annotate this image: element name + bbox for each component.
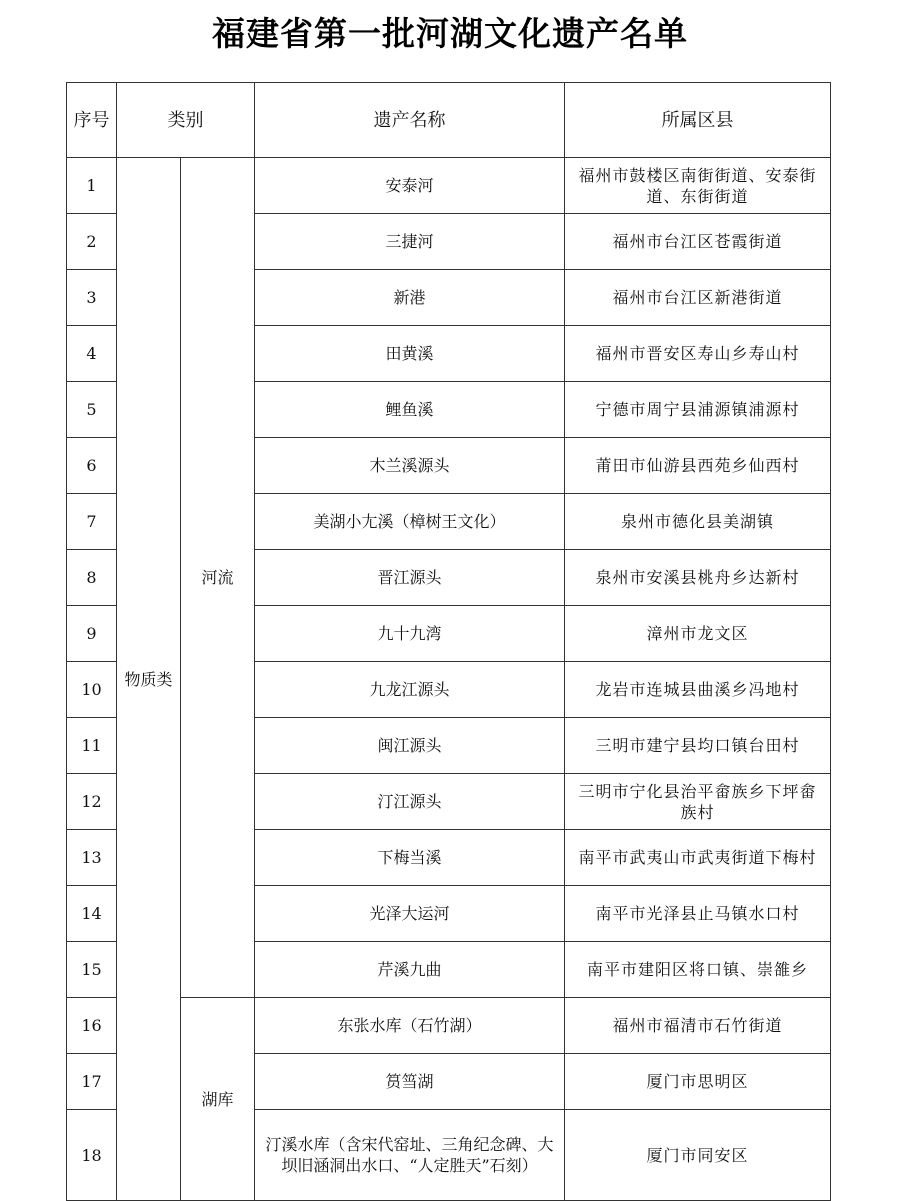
category-river-cell: 河流 — [181, 158, 255, 998]
row-number: 6 — [67, 438, 117, 494]
heritage-list-table — [66, 82, 831, 1201]
heritage-name: 木兰溪源头 — [255, 438, 565, 494]
table-row — [67, 158, 831, 214]
header-region: 所属区县 — [565, 83, 831, 158]
region: 泉州市安溪县桃舟乡达新村 — [565, 550, 831, 606]
heritage-name: 芹溪九曲 — [255, 942, 565, 998]
region: 三明市建宁县均口镇台田村 — [565, 718, 831, 774]
heritage-name: 下梅当溪 — [255, 830, 565, 886]
table-row — [67, 998, 831, 1054]
row-number: 14 — [67, 886, 117, 942]
region: 福州市台江区新港街道 — [565, 270, 831, 326]
row-number: 10 — [67, 662, 117, 718]
header-name: 遗产名称 — [255, 83, 565, 158]
heritage-name: 汀江源头 — [255, 774, 565, 830]
row-number: 2 — [67, 214, 117, 270]
heritage-name: 安泰河 — [255, 158, 565, 214]
region: 厦门市思明区 — [565, 1054, 831, 1110]
row-number: 1 — [67, 158, 117, 214]
row-number: 13 — [67, 830, 117, 886]
heritage-name: 美湖小尢溪（樟树王文化） — [255, 494, 565, 550]
region: 漳州市龙文区 — [565, 606, 831, 662]
table-header-row — [67, 83, 831, 158]
row-number: 7 — [67, 494, 117, 550]
heritage-name: 闽江源头 — [255, 718, 565, 774]
heritage-name: 光泽大运河 — [255, 886, 565, 942]
region: 南平市建阳区将口镇、崇雒乡 — [565, 942, 831, 998]
heritage-name: 筼筜湖 — [255, 1054, 565, 1110]
heritage-name: 九龙江源头 — [255, 662, 565, 718]
region: 莆田市仙游县西苑乡仙西村 — [565, 438, 831, 494]
row-number: 18 — [67, 1110, 117, 1201]
heritage-name: 汀溪水库（含宋代窑址、三角纪念碑、大坝旧涵洞出水口、“人定胜天”石刻） — [255, 1110, 565, 1201]
region: 龙岩市连城县曲溪乡冯地村 — [565, 662, 831, 718]
heritage-name: 东张水库（石竹湖） — [255, 998, 565, 1054]
header-seq: 序号 — [67, 83, 117, 158]
region: 泉州市德化县美湖镇 — [565, 494, 831, 550]
row-number: 5 — [67, 382, 117, 438]
document-title: 福建省第一批河湖文化遗产名单 — [212, 14, 688, 53]
row-number: 8 — [67, 550, 117, 606]
category-level1-cell: 物质类 — [117, 158, 181, 1201]
category-lake-cell: 湖库 — [181, 998, 255, 1201]
row-number: 16 — [67, 998, 117, 1054]
heritage-name: 三捷河 — [255, 214, 565, 270]
heritage-name: 晋江源头 — [255, 550, 565, 606]
row-number: 11 — [67, 718, 117, 774]
heritage-name: 鲤鱼溪 — [255, 382, 565, 438]
region: 福州市鼓楼区南街街道、安泰街道、东街街道 — [565, 158, 831, 214]
row-number: 3 — [67, 270, 117, 326]
region: 宁德市周宁县浦源镇浦源村 — [565, 382, 831, 438]
region: 福州市福清市石竹街道 — [565, 998, 831, 1054]
row-number: 17 — [67, 1054, 117, 1110]
heritage-name: 田黄溪 — [255, 326, 565, 382]
row-number: 9 — [67, 606, 117, 662]
region: 福州市晋安区寿山乡寿山村 — [565, 326, 831, 382]
region: 福州市台江区苍霞街道 — [565, 214, 831, 270]
row-number: 12 — [67, 774, 117, 830]
row-number: 15 — [67, 942, 117, 998]
region: 南平市武夷山市武夷街道下梅村 — [565, 830, 831, 886]
region: 厦门市同安区 — [565, 1110, 831, 1201]
region: 三明市宁化县治平畲族乡下坪畲族村 — [565, 774, 831, 830]
heritage-name: 新港 — [255, 270, 565, 326]
region: 南平市光泽县止马镇水口村 — [565, 886, 831, 942]
header-category: 类别 — [117, 83, 255, 158]
heritage-name: 九十九湾 — [255, 606, 565, 662]
row-number: 4 — [67, 326, 117, 382]
